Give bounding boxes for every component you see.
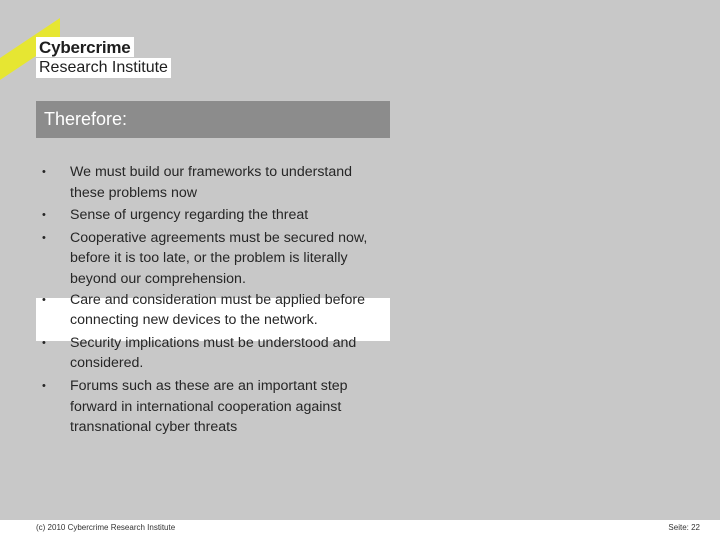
heading-bar: [36, 101, 390, 138]
bullet-text: Forums such as these are an important step forward in international cooperation against transnational cyber threats: [70, 377, 348, 436]
slide-heading: Therefore:: [44, 109, 128, 129]
footer-page-number: Seite: 22: [668, 523, 700, 532]
bullet-dot: •: [42, 379, 46, 392]
bullet-text: Sense of urgency regarding the threat: [70, 207, 309, 224]
bullet-dot: •: [42, 209, 46, 222]
bullet-item: [36, 376, 376, 438]
bullet-text: Care and consideration must be applied before connecting new devices to the network.: [70, 291, 365, 329]
bullet-dot: •: [42, 231, 46, 244]
logo-line-2: Research Institute: [36, 58, 171, 78]
bullet-text: Security implications must be understood and considered.: [70, 334, 357, 372]
bullet-text: Cooperative agreements must be secured now, before it is too late, or the problem is literally beyond our comprehension.: [70, 229, 368, 287]
bullet-text: We must build our frameworks to understand these problems now: [70, 164, 353, 201]
bullet-list: [36, 162, 376, 438]
bullet-dot: •: [42, 336, 46, 349]
bullet-dot: •: [42, 293, 46, 306]
footer-copyright: (c) 2010 Cybercrime Research Institute: [36, 523, 176, 532]
bullet-item: [36, 228, 376, 290]
bullet-item: [36, 205, 376, 226]
bullet-item: [36, 162, 376, 203]
bullet-item: [36, 290, 376, 331]
bullet-item: [36, 333, 376, 374]
logo: [36, 37, 171, 78]
bullet-dot: •: [42, 166, 46, 178]
logo-line-1: Cybercrime: [36, 37, 134, 57]
